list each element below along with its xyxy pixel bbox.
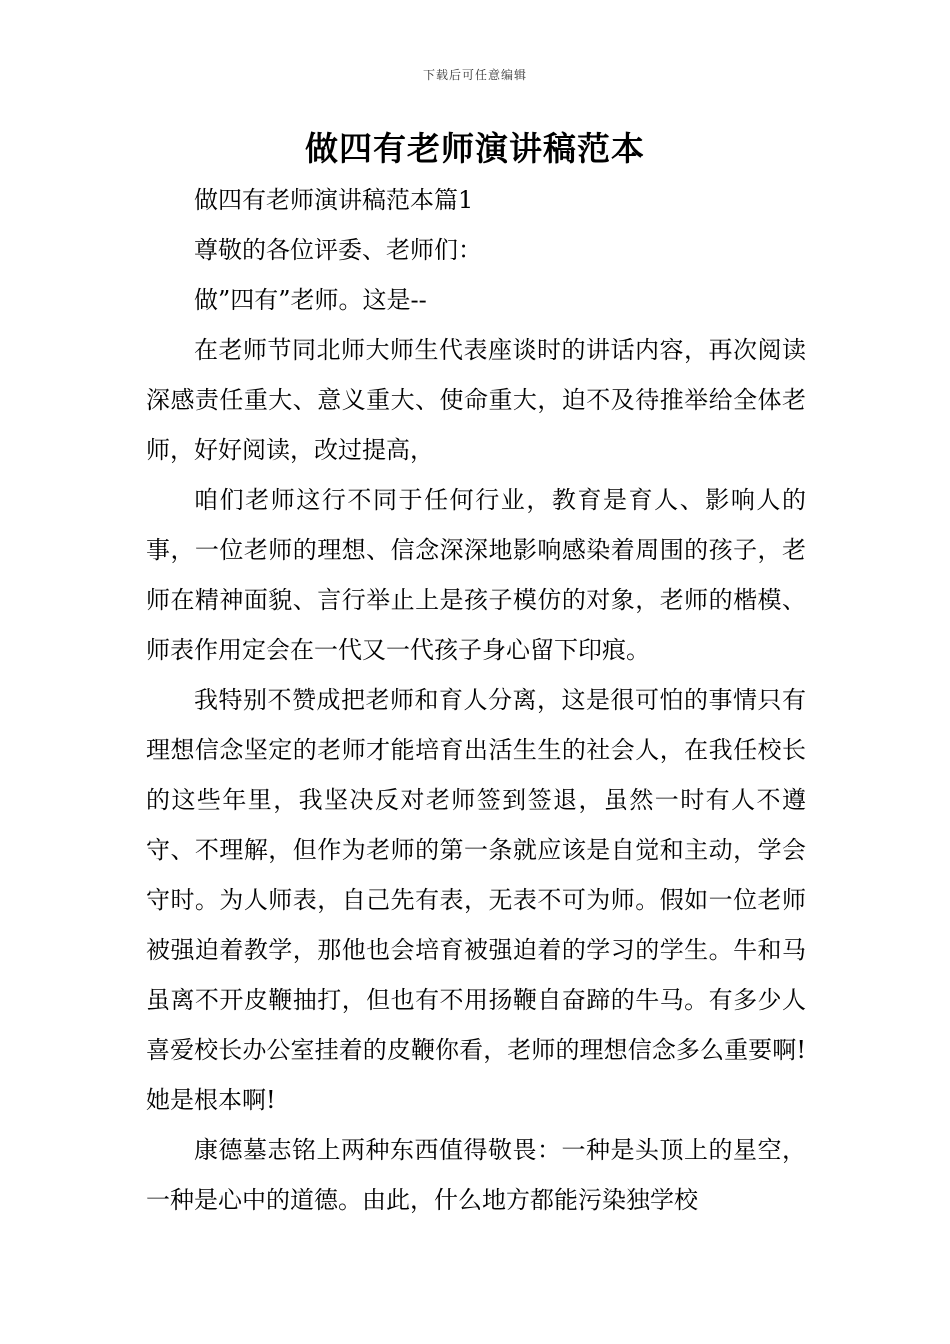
paragraph: 康德墓志铭上两种东西值得敬畏：一种是头顶上的星空，一种是心中的道德。由此，什么地方都能污染独学校 <box>146 1136 806 1214</box>
document-title: 做四有老师演讲稿范本 <box>305 129 645 168</box>
section-heading: 做四有老师演讲稿范本篇1 <box>194 186 474 214</box>
salutation: 尊敬的各位评委、老师们： <box>194 236 482 264</box>
document-body <box>146 175 806 1225</box>
paragraph: 在老师节同北师大师生代表座谈时的讲话内容，再次阅读深感责任重大、意义重大、使命重大，迫不及待推举给全体老师，好好阅读，改过提高， <box>146 336 806 464</box>
paragraph: 咱们老师这行不同于任何行业，教育是育人、影响人的事，一位老师的理想、信念深深地影响感染着周围的孩子，老师在精神面貌、言行举止上是孩子模仿的对象，老师的楷模、师表作用定会在一代又一代孩子身心留下印痕。 <box>146 486 806 664</box>
paragraph: 做”四有”老师。这是-- <box>194 286 427 314</box>
header-note: 下载后可任意编辑 <box>422 68 527 82</box>
paragraph: 我特别不赞成把老师和育人分离，这是很可怕的事情只有理想信念坚定的老师才能培育出活生生的社会人，在我任校长的这些年里，我坚决反对老师签到签退，虽然一时有人不遵守、不理解，但作为老师的第一条就应该是自觉和主动，学会守时。为人师表，自己先有表，无表不可为师。假如一位老师被强迫着教学，那他也会培育被强迫着的学习的学生。牛和马虽离不开皮鞭抽打，但也有不用扬鞭自奋蹄的牛马。有多少人喜爱校长办公室挂着的皮鞭你看，老师的理想信念多么重要啊!她是根本啊! <box>146 686 806 1114</box>
